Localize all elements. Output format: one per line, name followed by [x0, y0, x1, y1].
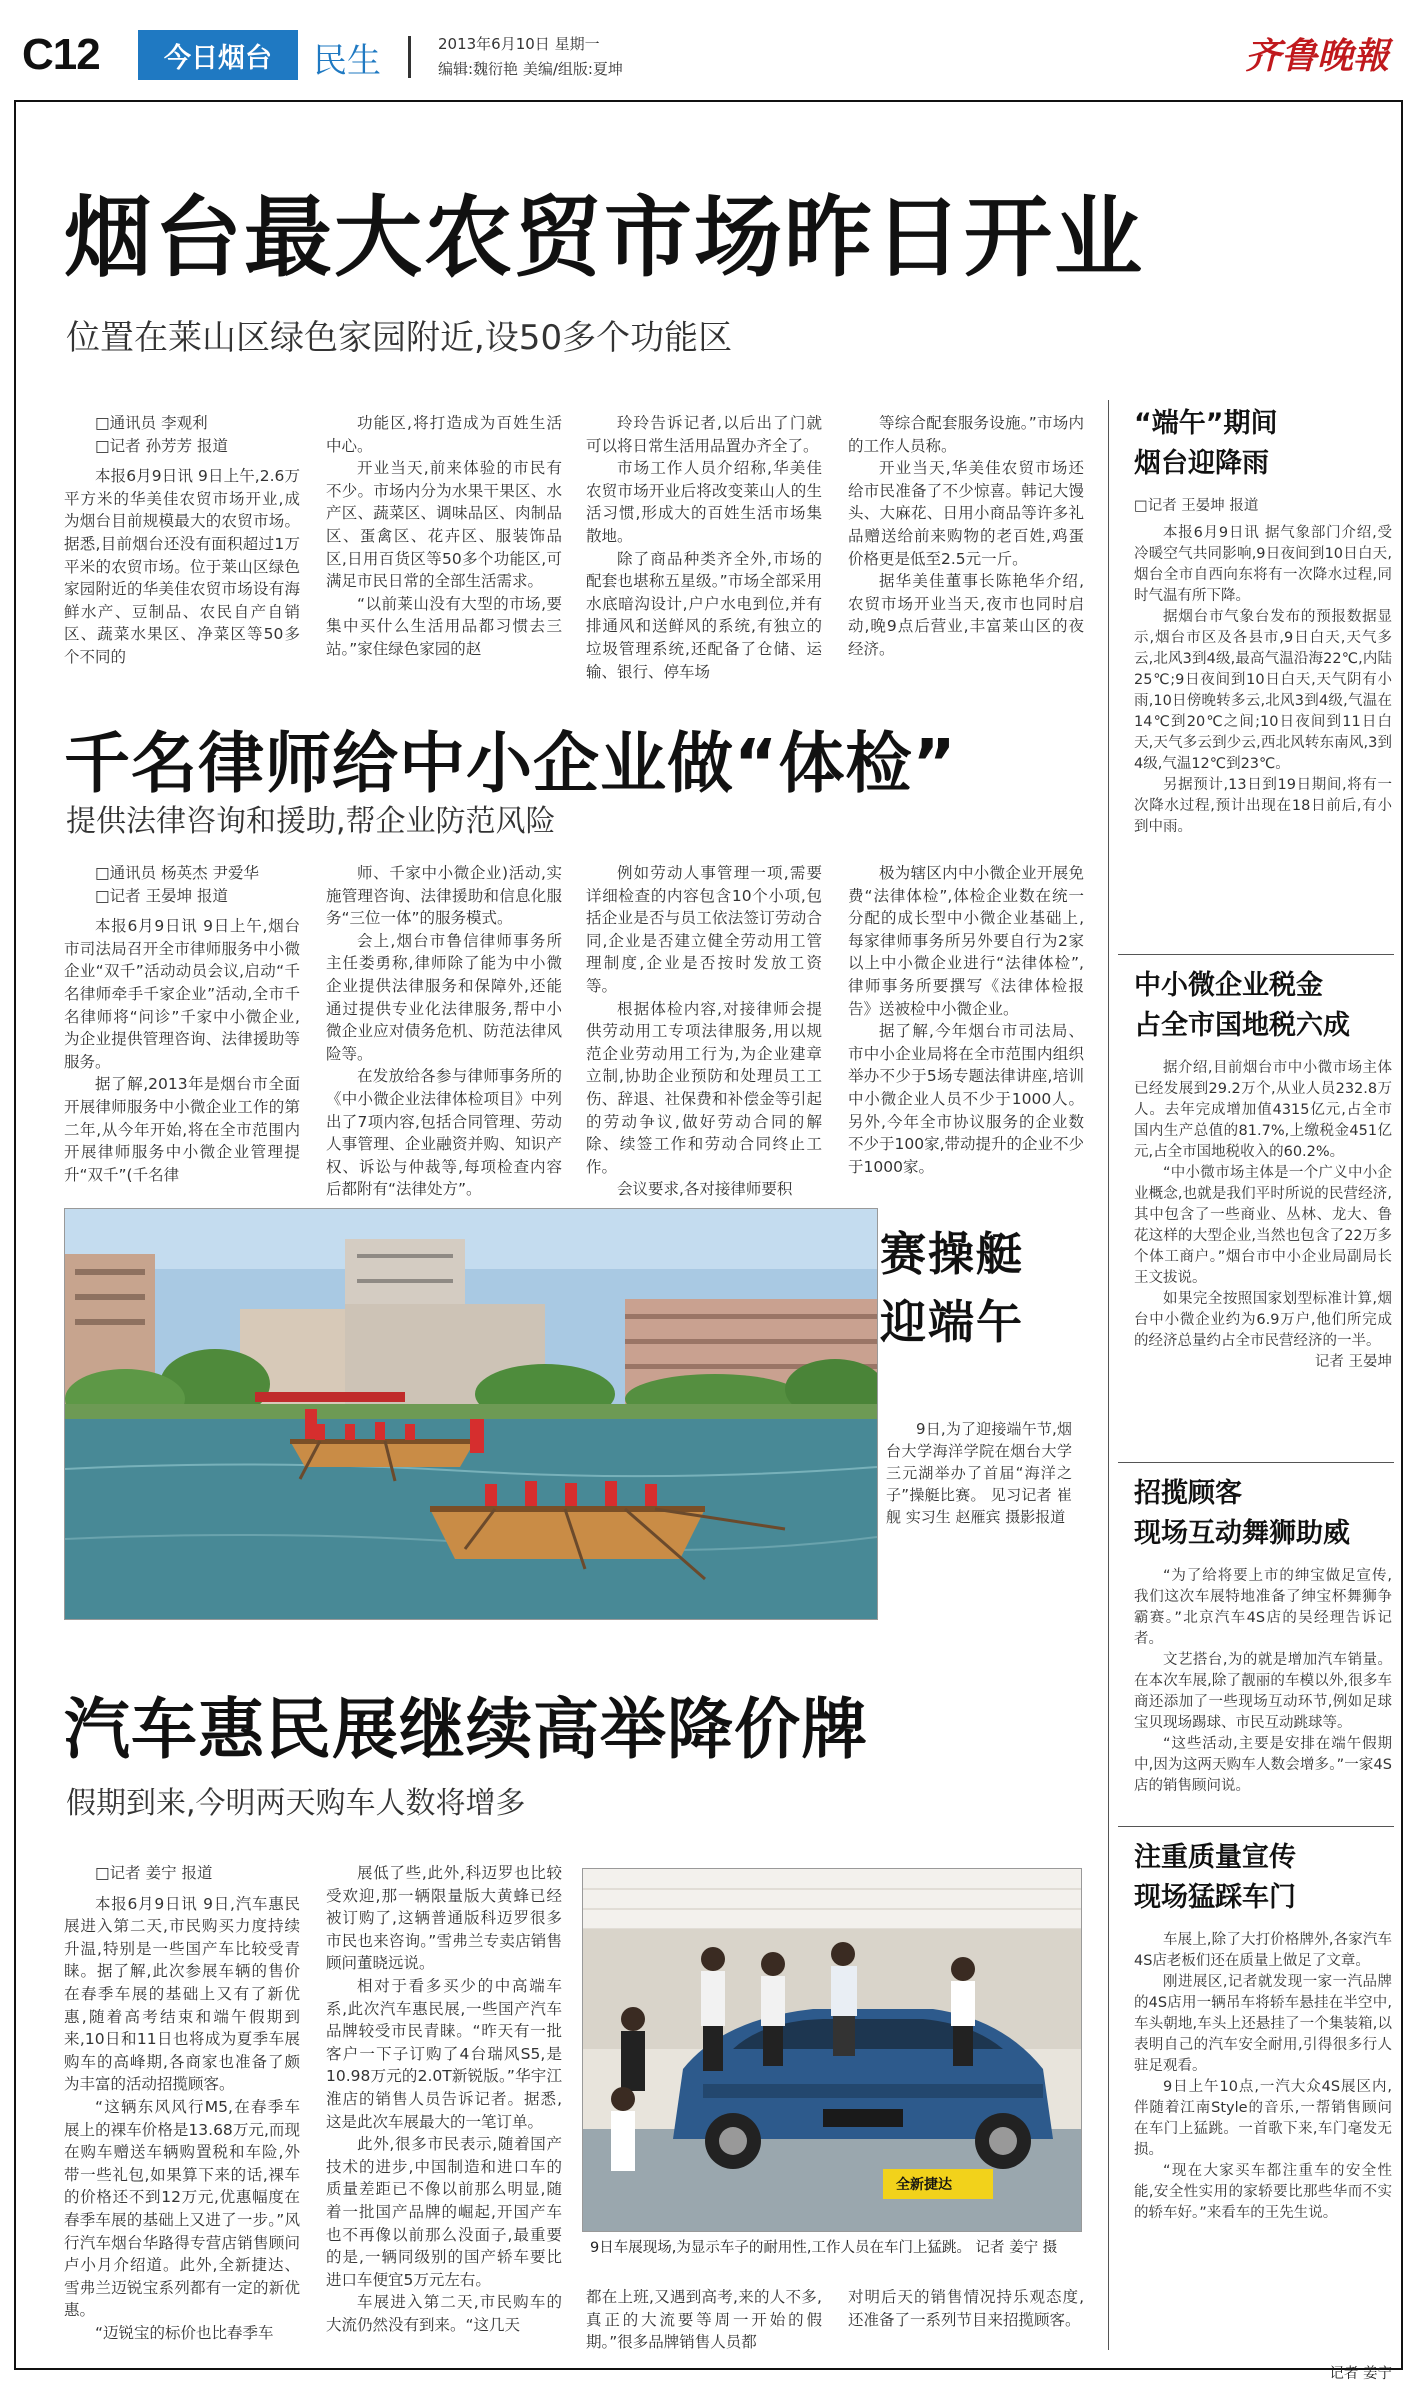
byline: □通讯员 杨英杰 尹爱华 — [95, 864, 259, 882]
paragraph: 市场工作人员介绍称,华美佳农贸市场开业后将改变莱山人的生活习惯,形成大的百姓生活市场集散地。 — [586, 459, 822, 545]
car-photo-caption: 9日车展现场,为显示车子的耐用性,工作人员在车门上猛跳。 记者 姜宁 摄 — [590, 2240, 1058, 2256]
article3-col3 — [586, 2286, 822, 2354]
paragraph: “中小微市场主体是一个广义中小企业概念,也就是我们平时所说的民营经济,其中包含了一些商业、丛林、龙大、鲁花这样的大型企业,当然也包含了22万多个体工商户。”烟台市中小企业局副局长王文拔说。 — [1134, 1165, 1392, 1286]
paragraph: 会议要求,各对接律师要积 — [617, 1180, 793, 1198]
paragraph: 展低了些,此外,科迈罗也比较受欢迎,那一辆限量版大黄蜂已经被订购了,这辆普通版科迈罗很多市民也来咨询。”雪弗兰专卖店销售顾问董晓远说。 — [326, 1864, 562, 1973]
brief-body — [1134, 496, 1392, 936]
sidebar-brief-quality — [1134, 1838, 1392, 2385]
paragraph: 开业当天,前来体验的市民有不少。市场内分为水果干果区、水产区、蔬菜区、调味品区、肉制品区、蛋禽区、花卉区、服装饰品区,日用百货区等50多个功能区,可满足市民日常的全部生活需求。 — [326, 459, 562, 591]
paragraph: 除了商品种类齐全外,市场的配套也堪称五星级。”市场全部采用水底暗沟设计,户户水电到位,并有排通风和送鲜风的系统,有独立的垃圾管理系统,还配备了仓储、运输、银行、停车场 — [586, 549, 822, 681]
article3-col4 — [848, 2286, 1084, 2354]
brief-title-line2: 烟台迎降雨 — [1134, 448, 1269, 479]
article2-headline: 千名律师给中小企业做“体检” — [64, 725, 957, 802]
paragraph: 9日上午10点,一汽大众4S展区内,伴随着江南Style的音乐,一帮销售顾问在车门上猛跳。一首歌下来,车门毫发无损。 — [1134, 2079, 1392, 2158]
paragraph: 如果完全按照国家划型标准计算,烟台中小微企业约为6.9万户,他们所完成的经济总量约占全市民营经济的一半。 — [1134, 1291, 1392, 1349]
brief-body — [1134, 1930, 1392, 2360]
article3-subheadline: 假期到来,今明两天购车人数将增多 — [66, 1786, 526, 1821]
byline: □通讯员 李观利 — [95, 414, 208, 432]
paragraph: “为了给将要上市的绅宝做足宣传,我们这次车展特地准备了绅宝杯舞狮争霸赛。”北京汽车4S店的吴经理告诉记者。 — [1134, 1568, 1392, 1647]
brief-title-line2: 占全市国地税六成 — [1134, 1010, 1350, 1041]
paragraph: 根据体检内容,对接律师会提供劳动用工专项法律服务,用以规范企业劳动用工行为,为企业建章立制,协助企业预防和处理员工工伤、辞退、社保费和补偿金等引起的劳动争议,做好劳动合同的解除、续签工作和劳动合同终止工作。 — [586, 999, 822, 1176]
article2-col1 — [64, 862, 300, 1198]
rowing-photo — [64, 1208, 878, 1620]
article3-col1 — [64, 1862, 300, 2354]
paragraph: 据了解,今年烟台市司法局、市中小企业局将在全市范围内组织举办不少于5场专题法律讲座,培训中小微企业人员不少于1000人。另外,今年全市协议服务的企业数不少于100家,带动提升的企业不少于1000家。 — [848, 1022, 1084, 1176]
signature: 记者 王晏坤 — [1314, 1354, 1392, 1370]
paragraph: “这些活动,主要是安排在端午假期中,因为这两天购车人数会增多。”一家4S店的销售顾问说。 — [1134, 1736, 1392, 1794]
paragraph: 本报6月9日讯 9日上午,2.6万平方米的华美佳农贸市场开业,成为烟台目前规模最大的农贸市场。据悉,目前烟台还没有面积超过1万平米的农贸市场。位于莱山区绿色家园附近的华美佳农贸市场设有海鲜水产、豆制品、农民自产自销区、蔬菜水果区、净菜区等50多个不同的 — [64, 467, 300, 666]
article1-col1 — [64, 412, 300, 696]
paragraph: 刚进展区,记者就发现一家一汽品牌的4S店用一辆吊车将轿车悬挂在半空中,车头朝地,车头上还悬挂了一个集装箱,以表明自己的汽车安全耐用,引得很多行人驻足观看。 — [1134, 1974, 1392, 2074]
sidebar-divider — [1108, 400, 1109, 2350]
article2-subheadline: 提供法律咨询和援助,帮企业防范风险 — [66, 804, 556, 839]
paragraph: 都在上班,又遇到高考,来的人不多,真正的大流要等周一开始的假期。”很多品牌销售人员都 — [586, 2288, 822, 2352]
brief-title-line1: 招揽顾客 — [1134, 1478, 1242, 1509]
paragraph: “这辆东风风行M5,在春季车展上的裸车价格是13.68万元,而现在购车赠送车辆购置税和车险,外带一些礼包,如果算下来的话,裸车的价格还不到12万元,优惠幅度在春季车展的基础上又进了一步。”风行汽车烟台华路得专营店销售顾问卢小月介绍道。此外,全新捷达、雪弗兰迈锐宝系列都有一定的新优惠。 — [64, 2097, 300, 2320]
article1-headline: 烟台最大农贸市场昨日开业 — [64, 186, 1145, 289]
brief-title-line2: 现场互动舞狮助威 — [1134, 1518, 1350, 1549]
photo1-title-line1: 赛操艇 — [880, 1227, 1024, 1281]
sidebar-rule — [1118, 1826, 1394, 1827]
section-name: 民生 — [313, 41, 381, 81]
car-badge: 全新捷达 — [890, 2172, 958, 2196]
byline: □记者 孙芳芳 报道 — [95, 436, 228, 455]
paragraph: 车展进入第二天,市民购车的大流仍然没有到来。“这几天 — [326, 2293, 562, 2334]
sidebar-rule — [1118, 1462, 1394, 1463]
paragraph: 另据预计,13日到19日期间,将有一次降水过程,预计出现在18日前后,有小到中雨。 — [1134, 777, 1392, 835]
paragraph: 对明后天的销售情况持乐观态度,还准备了一系列节目来招揽顾客。 — [848, 2288, 1084, 2329]
paragraph: 本报6月9日讯 9日上午,烟台市司法局召开全市律师服务中小微企业“双千”活动动员会议,启动“千名律师牵手千家企业”活动,全市千名律师将“问诊”千家中小微企业,为企业提供管理咨询、法律援助等服务。 — [64, 917, 300, 1071]
paragraph: “现在大家买车都注重车的安全性能,安全性实用的家轿要比那些华而不实的轿车好。”来看车的王先生说。 — [1134, 2163, 1392, 2221]
paragraph: 据了解,2013年是烟台市全面开展律师服务中小微企业工作的第二年,从今年开始,将在全市范围内开展律师服务中小微企业管理提升“双千”(千名律 — [64, 1075, 300, 1184]
paragraph: 据烟台市气象台发布的预报数据显示,烟台市区及各县市,9日白天,天气多云,北风3到4级,最高气温沿海22℃,内陆25℃;9日夜间到10日白天,天气阴有小雨,10日傍晚转多云,北风3到4级,气温在14℃到20℃之间;10日夜间到11日白天,天气多云到少云,西北风转东南风,3到4级,气温12℃到23℃。 — [1134, 609, 1392, 772]
signature: 记者 姜宁 — [1329, 2366, 1392, 2382]
paragraph: 此外,很多市民表示,随着国产技术的进步,中国制造和进口车的质量差距已不像以前那么明显,随着一批国产品牌的崛起,开国产车也不再像以前那么没面子,最重要的是,一辆同级别的国产轿车要比进口车便宜5万元左右。 — [326, 2135, 562, 2289]
article1-col2 — [326, 412, 562, 696]
paragraph: 极为辖区内中小微企业开展免费“法律体检”,体检企业数在统一分配的成长型中小微企业基础上,每家律师事务所另外要自行为2家以上中小微企业进行“法律体检”,律师事务所要撰写《法律体检报告》送被检中小微企业。 — [848, 864, 1084, 1018]
article3-headline: 汽车惠民展继续高举降价牌 — [64, 1691, 868, 1768]
photo1-caption — [886, 1418, 1072, 1618]
article2-col3 — [586, 862, 822, 1198]
sidebar-rule — [1118, 954, 1394, 955]
paragraph: 在发放给各参与律师事务所的《中小微企业法律体检项目》中列出了7项内容,包括合同管理、劳动人事管理、企业融资并购、知识产权、诉讼与仲裁等,每项检查内容后都附有“法律处方”。 — [326, 1067, 562, 1198]
paragraph: 本报6月9日讯 据气象部门介绍,受冷暖空气共同影响,9日夜间到10日白天,烟台全市自西向东将有一次降水过程,同时气温有所下降。 — [1134, 525, 1392, 604]
paragraph: 相对于看多买少的中高端车系,此次汽车惠民展,一些国产汽车品牌较受市民青睐。“昨天有一批客户一下子订购了4台瑞风S5,是10.98万元的2.0T新锐版。”华宇江淮店的销售人员告诉记者。据悉,这是此次车展最大的一笔订单。 — [326, 1976, 562, 2131]
article1-subheadline: 位置在莱山区绿色家园附近,设50多个功能区 — [66, 318, 733, 358]
paragraph: 功能区,将打造成为百姓生活中心。 — [326, 414, 562, 455]
byline: □记者 王晏坤 报道 — [95, 886, 228, 905]
article3-col2 — [326, 1862, 562, 2354]
paragraph: “以前莱山没有大型的市场,要集中买什么生活用品都习惯去三站。”家住绿色家园的赵 — [326, 594, 562, 658]
paragraph: 据华美佳董事长陈艳华介绍,农贸市场开业当天,夜市也同时启动,晚9点后营业,丰富莱山区的夜经济。 — [848, 572, 1084, 658]
paragraph: 师、千家中小微企业)活动,实施管理咨询、法律援助和信息化服务“三位一体”的服务模式。 — [326, 864, 562, 928]
brief-title-line1: “端午”期间 — [1134, 408, 1278, 439]
article2-col4 — [848, 862, 1084, 1198]
section-tag: 今日烟台 — [138, 30, 298, 80]
brief-title-line1: 注重质量宣传 — [1134, 1842, 1296, 1873]
editors-line: 编辑:魏衍艳 美编/组版:夏坤 — [438, 60, 623, 78]
paragraph: 车展上,除了大打价格牌外,各家汽车4S店老板们还在质量上做足了文章。 — [1134, 1932, 1392, 1969]
article1-col3 — [586, 412, 822, 696]
brief-body — [1134, 1566, 1392, 1812]
article1-col4 — [848, 412, 1084, 696]
article2-col2 — [326, 862, 562, 1198]
byline: □记者 姜宁 报道 — [95, 1864, 213, 1882]
paragraph: “迈锐宝的标价也比春季车 — [95, 2323, 274, 2342]
byline: □记者 王晏坤 报道 — [1134, 498, 1259, 514]
header-divider — [408, 36, 411, 78]
brief-body — [1134, 1058, 1392, 1440]
paragraph: 本报6月9日讯 9日,汽车惠民展进入第二天,市民购买力度持续升温,特别是一些国产车比较受青睐。据了解,此次参展车辆的售价在春季车展的基础上又有了新优惠,随着高考结束和端午假期到来,10日和11日也将成为夏季车展购车的高峰期,各商家也准备了颇为丰富的活动招揽顾客。 — [64, 1894, 300, 2094]
newspaper-logo: 齐鲁晚報 — [1245, 35, 1390, 77]
page-number: C12 — [22, 30, 100, 79]
photo1-title-line2: 迎端午 — [880, 1295, 1024, 1349]
paragraph: 等综合配套服务设施。”市场内的工作人员称。 — [848, 414, 1084, 455]
brief-title-line1: 中小微企业税金 — [1134, 970, 1323, 1001]
car-show-photo — [582, 1868, 1082, 2232]
sidebar-brief-lion — [1134, 1474, 1392, 1812]
paragraph: 开业当天,华美佳农贸市场还给市民准备了不少惊喜。韩记大馒头、大麻花、日用小商品等许多礼品赠送给前来购物的老百姓,鸡蛋价格更是低至2.5元一斤。 — [848, 459, 1084, 568]
issue-date: 2013年6月10日 星期一 — [438, 35, 600, 53]
sidebar-brief-rain — [1134, 404, 1392, 936]
brief-title-line2: 现场猛踩车门 — [1134, 1882, 1296, 1913]
paragraph: 会上,烟台市鲁信律师事务所主任娄勇称,律师除了能为中小微企业提供法律服务和保障外,还能通过提供专业化法律服务,帮中小微企业应对债务危机、防范法律风险等。 — [326, 931, 562, 1063]
caption-text: 9日,为了迎接端午节,烟台大学海洋学院在烟台大学三元湖举办了首届“海洋之子”操艇比赛。 见习记者 崔舰 实习生 赵雁宾 摄影报道 — [886, 1420, 1072, 1526]
sidebar-brief-tax — [1134, 966, 1392, 1440]
paragraph: 据介绍,目前烟台市中小微市场主体已经发展到29.2万个,从业人员232.8万人。去年完成增加值4315亿元,占全市国内生产总值的81.7%,上缴税金451亿元,占全市国地税收入的60.2%。 — [1134, 1060, 1392, 1160]
paragraph: 玲玲告诉记者,以后出了门就可以将日常生活用品置办齐全了。 — [586, 414, 822, 455]
paragraph: 文艺搭台,为的就是增加汽车销量。在本次车展,除了靓丽的车模以外,很多车商还添加了一些现场互动环节,例如足球宝贝现场踢球、市民互动跳球等。 — [1134, 1652, 1392, 1731]
paragraph: 例如劳动人事管理一项,需要详细检查的内容包含10个小项,包括企业是否与员工依法签订劳动合同,企业是否建立健全劳动用工管理制度,企业是否按时发放工资等。 — [586, 864, 822, 995]
